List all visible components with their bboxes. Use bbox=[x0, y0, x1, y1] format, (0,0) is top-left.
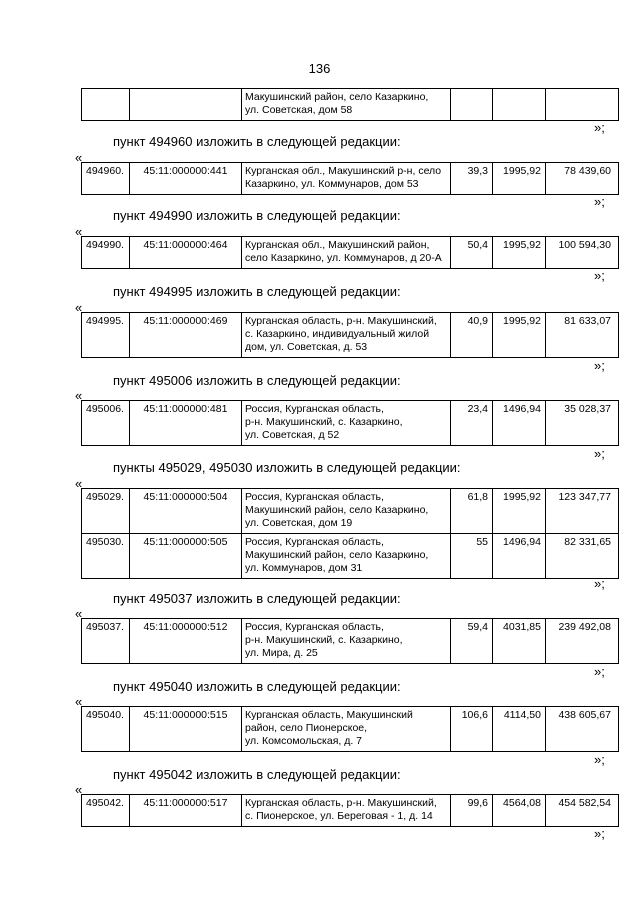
cell-cadastral: 45:11:000000:469 bbox=[130, 313, 242, 358]
cell-num: 495030. bbox=[82, 534, 130, 579]
cell-cadastral bbox=[130, 89, 242, 121]
opening-quote: « bbox=[75, 694, 83, 709]
cell-address bbox=[242, 534, 451, 579]
address-line: Курганская область, р-н. Макушинский, bbox=[245, 315, 437, 327]
address-line: Россия, Курганская область, bbox=[245, 491, 384, 503]
closing-quote: »; bbox=[594, 194, 605, 209]
table-494990 bbox=[81, 236, 619, 269]
table-row bbox=[82, 795, 619, 827]
closing-quote: »; bbox=[594, 120, 605, 135]
cell-price: 1995,92 bbox=[493, 313, 546, 358]
cell-sum: 35 028,37 bbox=[546, 401, 619, 446]
cell-cadastral: 45:11:000000:512 bbox=[130, 619, 242, 664]
address-line: Россия, Курганская область, bbox=[245, 403, 384, 415]
section-heading: пункт 495006 изложить в следующей редакции: bbox=[113, 373, 401, 388]
table-494995 bbox=[81, 312, 619, 358]
opening-quote: « bbox=[75, 300, 83, 315]
cell-price: 1995,92 bbox=[493, 489, 546, 534]
address-line: р-н. Макушинский, с. Казаркино, bbox=[245, 634, 403, 646]
cell-area: 59,4 bbox=[451, 619, 493, 664]
cell-area: 106,6 bbox=[451, 707, 493, 752]
cell-cadastral: 45:11:000000:517 bbox=[130, 795, 242, 827]
closing-quote: »; bbox=[594, 358, 605, 373]
address-line: с. Пионерское, ул. Береговая - 1, д. 14 bbox=[245, 810, 433, 822]
address-line: Курганская обл., Макушинский р-н, село bbox=[245, 165, 442, 177]
address-line: район, село Пионерское, bbox=[245, 722, 368, 734]
cell-area: 40,9 bbox=[451, 313, 493, 358]
closing-quote: »; bbox=[594, 576, 605, 591]
cell-num bbox=[82, 89, 130, 121]
cell-num: 494960. bbox=[82, 163, 130, 195]
address-line: ул. Советская, д 52 bbox=[245, 429, 340, 441]
cell-address bbox=[242, 707, 451, 752]
table-495040 bbox=[81, 706, 619, 752]
cell-sum: 123 347,77 bbox=[546, 489, 619, 534]
address-line: ул. Коммунаров, дом 31 bbox=[245, 562, 363, 574]
opening-quote: « bbox=[75, 782, 83, 797]
table-row bbox=[82, 619, 619, 664]
cell-area: 61,8 bbox=[451, 489, 493, 534]
cell-num: 495040. bbox=[82, 707, 130, 752]
address-line: Макушинский район, село Казаркино, bbox=[245, 549, 429, 561]
cell-num: 495037. bbox=[82, 619, 130, 664]
section-heading: пункт 494995 изложить в следующей редакции: bbox=[113, 284, 401, 299]
cell-num: 495006. bbox=[82, 401, 130, 446]
closing-quote: »; bbox=[594, 826, 605, 841]
cell-area: 50,4 bbox=[451, 237, 493, 269]
table-495037 bbox=[81, 618, 619, 664]
cell-price: 4564,08 bbox=[493, 795, 546, 827]
address-line: Курганская область, Макушинский bbox=[245, 709, 413, 721]
address-line: Макушинский район, село Казаркино, bbox=[245, 504, 429, 516]
table-494960 bbox=[81, 162, 619, 195]
opening-quote: « bbox=[75, 150, 83, 165]
address-line: ул. Комсомольская, д. 7 bbox=[245, 735, 363, 747]
cell-address bbox=[242, 489, 451, 534]
cell-num: 494990. bbox=[82, 237, 130, 269]
cell-cadastral: 45:11:000000:504 bbox=[130, 489, 242, 534]
cell-area: 55 bbox=[451, 534, 493, 579]
cell-area: 39,3 bbox=[451, 163, 493, 195]
address-line: ул. Советская, дом 58 bbox=[245, 104, 353, 116]
cell-num: 495029. bbox=[82, 489, 130, 534]
table-row bbox=[82, 489, 619, 534]
table-row bbox=[82, 163, 619, 195]
address-line: с. Казаркино, индивидуальный жилой bbox=[245, 328, 430, 340]
cell-address bbox=[242, 795, 451, 827]
cell-cadastral: 45:11:000000:441 bbox=[130, 163, 242, 195]
cell-sum: 438 605,67 bbox=[546, 707, 619, 752]
cell-cadastral: 45:11:000000:505 bbox=[130, 534, 242, 579]
table-row bbox=[82, 534, 619, 579]
cell-price: 1496,94 bbox=[493, 401, 546, 446]
cell-address bbox=[242, 401, 451, 446]
cell-cadastral: 45:11:000000:515 bbox=[130, 707, 242, 752]
cell-num: 494995. bbox=[82, 313, 130, 358]
opening-quote: « bbox=[75, 224, 83, 239]
cell-sum: 239 492,08 bbox=[546, 619, 619, 664]
cell-price: 1995,92 bbox=[493, 163, 546, 195]
closing-quote: »; bbox=[594, 268, 605, 283]
cell-cadastral: 45:11:000000:481 bbox=[130, 401, 242, 446]
opening-quote: « bbox=[75, 476, 83, 491]
closing-quote: »; bbox=[594, 664, 605, 679]
address-line: дом, ул. Советская, д. 53 bbox=[245, 341, 368, 353]
cell-area: 99,6 bbox=[451, 795, 493, 827]
table-row bbox=[82, 237, 619, 269]
cell-sum: 100 594,30 bbox=[546, 237, 619, 269]
table-row bbox=[82, 313, 619, 358]
address-line: ул. Советская, дом 19 bbox=[245, 517, 353, 529]
cell-address bbox=[242, 313, 451, 358]
section-heading: пункт 494990 изложить в следующей редакции: bbox=[113, 208, 401, 223]
cell-price: 1995,92 bbox=[493, 237, 546, 269]
section-heading: пункты 495029, 495030 изложить в следующей редакции: bbox=[113, 460, 461, 475]
cell-cadastral: 45:11:000000:464 bbox=[130, 237, 242, 269]
section-heading: пункт 495042 изложить в следующей редакции: bbox=[113, 767, 401, 782]
cell-num: 495042. bbox=[82, 795, 130, 827]
section-heading: пункт 495040 изложить в следующей редакции: bbox=[113, 679, 401, 694]
address-line: р-н. Макушинский, с. Казаркино, bbox=[245, 416, 403, 428]
cell-address bbox=[242, 619, 451, 664]
address-line: ул. Мира, д. 25 bbox=[245, 647, 318, 659]
cell-area bbox=[451, 89, 493, 121]
table-495006 bbox=[81, 400, 619, 446]
cell-price: 1496,94 bbox=[493, 534, 546, 579]
cell-address bbox=[242, 89, 451, 121]
cell-address bbox=[242, 163, 451, 195]
address-line: Курганская область, р-н. Макушинский, bbox=[245, 797, 437, 809]
table-top bbox=[81, 88, 619, 121]
cell-sum: 81 633,07 bbox=[546, 313, 619, 358]
cell-price: 4114,50 bbox=[493, 707, 546, 752]
cell-area: 23,4 bbox=[451, 401, 493, 446]
table-495029-495030 bbox=[81, 488, 619, 579]
cell-sum: 454 582,54 bbox=[546, 795, 619, 827]
opening-quote: « bbox=[75, 388, 83, 403]
address-line: Казаркино, ул. Коммунаров, дом 53 bbox=[245, 178, 419, 190]
cell-price: 4031,85 bbox=[493, 619, 546, 664]
table-row bbox=[82, 707, 619, 752]
address-line: Макушинский район, село Казаркино, bbox=[245, 91, 429, 103]
cell-address bbox=[242, 237, 451, 269]
address-line: Россия, Курганская область, bbox=[245, 621, 384, 633]
address-line: Россия, Курганская область, bbox=[245, 536, 384, 548]
cell-sum: 82 331,65 bbox=[546, 534, 619, 579]
opening-quote: « bbox=[75, 606, 83, 621]
closing-quote: »; bbox=[594, 446, 605, 461]
cell-price bbox=[493, 89, 546, 121]
closing-quote: »; bbox=[594, 752, 605, 767]
address-line: село Казаркино, ул. Коммунаров, д 20-А bbox=[245, 252, 442, 264]
section-heading: пункт 494960 изложить в следующей редакции: bbox=[113, 134, 401, 149]
table-495042 bbox=[81, 794, 619, 827]
section-heading: пункт 495037 изложить в следующей редакции: bbox=[113, 591, 401, 606]
table-row bbox=[82, 401, 619, 446]
table-row bbox=[82, 89, 619, 121]
cell-sum: 78 439,60 bbox=[546, 163, 619, 195]
page-number: 136 bbox=[308, 61, 331, 76]
address-line: Курганская обл., Макушинский район, bbox=[245, 239, 430, 251]
cell-sum bbox=[546, 89, 619, 121]
